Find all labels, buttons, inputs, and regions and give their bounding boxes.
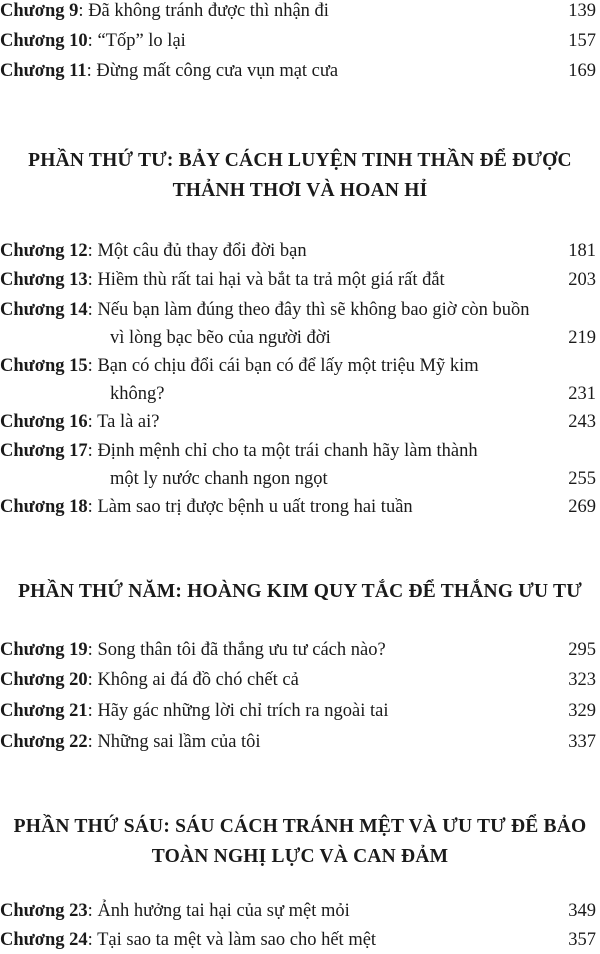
page-number: 139 xyxy=(568,1,596,21)
part-heading xyxy=(0,812,600,872)
chapter-label: Chương 23 xyxy=(0,901,88,921)
toc-entry-title: Chương 21: Hãy gác những lời chỉ trích ra ngoài tai xyxy=(0,701,389,721)
chapter-title: Tại sao ta mệt và làm sao cho hết mệt xyxy=(97,930,377,950)
page-number: 349 xyxy=(568,901,596,921)
toc-entry-title: Chương 15: Bạn có chịu đổi cái bạn có để lấy một triệu Mỹ kim xyxy=(0,356,479,376)
chapter-title: “Tốp” lo lại xyxy=(97,31,186,51)
part-heading-line: PHẦN THỨ NĂM: HOÀNG KIM QUY TẮC ĐỂ THẮNG ƯU TƯ xyxy=(18,581,582,602)
chapter-title-continued: một ly nước chanh ngon ngọt xyxy=(110,469,328,489)
chapter-title: Đừng mất công cưa vụn mạt cưa xyxy=(96,61,339,81)
chapter-title: Ảnh hưởng tai hại của sự mệt mỏi xyxy=(97,901,350,921)
page-number: 157 xyxy=(568,31,596,51)
page-number: 269 xyxy=(568,497,596,517)
chapter-label: Chương 22 xyxy=(0,732,88,752)
chapter-label: Chương 11 xyxy=(0,61,87,81)
page-number: 323 xyxy=(568,670,596,690)
part-heading-line: TOÀN NGHỊ LỰC VÀ CAN ĐẢM xyxy=(151,846,449,867)
part-heading-line: PHẦN THỨ TƯ: BẢY CÁCH LUYỆN TINH THẦN ĐỂ ĐƯỢC xyxy=(28,150,572,171)
page-number: 357 xyxy=(568,930,596,950)
chapter-label: Chương 17 xyxy=(0,441,88,461)
chapter-label: Chương 12 xyxy=(0,241,88,261)
chapter-label: Chương 13 xyxy=(0,270,88,290)
page-number: 329 xyxy=(568,701,596,721)
chapter-title: Làm sao trị được bệnh u uất trong hai tuần xyxy=(97,497,413,517)
page-number: 169 xyxy=(568,61,596,81)
chapter-title-continued: vì lòng bạc bẽo của người đời xyxy=(110,328,331,348)
toc-entry-title: Chương 9: Đã không tránh được thì nhận đi xyxy=(0,1,329,21)
chapter-title: Hiềm thù rất tai hại và bắt ta trả một giá rất đắt xyxy=(97,270,445,290)
toc-entry-title: Chương 10: “Tốp” lo lại xyxy=(0,31,186,51)
page-number: 219 xyxy=(568,328,596,348)
toc-entry-title: Chương 24: Tại sao ta mệt và làm sao cho hết mệt xyxy=(0,930,377,950)
page-number: 295 xyxy=(568,640,596,660)
chapter-label: Chương 19 xyxy=(0,640,88,660)
part-heading-line: THẢNH THƠI VÀ HOAN HỈ xyxy=(172,180,428,201)
chapter-label: Chương 15 xyxy=(0,356,88,376)
part-heading xyxy=(0,577,600,607)
chapter-title: Nếu bạn làm đúng theo đây thì sẽ không bao giờ còn buồn xyxy=(97,300,530,320)
chapter-title: Song thân tôi đã thắng ưu tư cách nào? xyxy=(97,640,386,660)
chapter-label: Chương 18 xyxy=(0,497,88,517)
page-number: 243 xyxy=(568,412,596,432)
page-number: 337 xyxy=(568,732,596,752)
toc-entry-title: Chương 18: Làm sao trị được bệnh u uất trong hai tuần xyxy=(0,497,413,517)
toc-entry-title: Chương 14: Nếu bạn làm đúng theo đây thì sẽ không bao giờ còn buồn xyxy=(0,300,530,320)
toc-entry-title: Chương 13: Hiềm thù rất tai hại và bắt ta trả một giá rất đắt xyxy=(0,270,445,290)
toc-entry-title: Chương 20: Không ai đá đồ chó chết cả xyxy=(0,670,299,690)
toc-entry-title: Chương 17: Định mệnh chỉ cho ta một trái chanh hãy làm thành xyxy=(0,441,478,461)
toc-entry-title: Chương 23: Ảnh hưởng tai hại của sự mệt mỏi xyxy=(0,901,350,921)
chapter-label: Chương 20 xyxy=(0,670,88,690)
chapter-label: Chương 10 xyxy=(0,31,88,51)
part-heading xyxy=(0,146,600,206)
toc-entry-title: Chương 22: Những sai lầm của tôi xyxy=(0,732,261,752)
chapter-title: Một câu đủ thay đổi đời bạn xyxy=(97,241,307,261)
chapter-title-continued: không? xyxy=(110,384,165,404)
chapter-label: Chương 21 xyxy=(0,701,88,721)
chapter-title: Không ai đá đồ chó chết cả xyxy=(97,670,299,690)
chapter-label: Chương 16 xyxy=(0,412,88,432)
page-number: 181 xyxy=(568,241,596,261)
toc-entry-title: Chương 12: Một câu đủ thay đổi đời bạn xyxy=(0,241,307,261)
chapter-title: Ta là ai? xyxy=(97,412,160,432)
toc-entry-title: Chương 11: Đừng mất công cưa vụn mạt cưa xyxy=(0,61,339,81)
chapter-label: Chương 24 xyxy=(0,930,88,950)
page-number: 203 xyxy=(568,270,596,290)
part-heading-line: PHẦN THỨ SÁU: SÁU CÁCH TRÁNH MỆT VÀ ƯU TƯ ĐỂ BẢO xyxy=(13,816,587,837)
chapter-title: Những sai lầm của tôi xyxy=(97,732,261,752)
chapter-title: Bạn có chịu đổi cái bạn có để lấy một triệu Mỹ kim xyxy=(97,356,479,376)
chapter-label: Chương 14 xyxy=(0,300,88,320)
page-number: 255 xyxy=(568,469,596,489)
chapter-title: Định mệnh chỉ cho ta một trái chanh hãy làm thành xyxy=(97,441,478,461)
toc-entry-title: Chương 16: Ta là ai? xyxy=(0,412,160,432)
toc-entry-title: Chương 19: Song thân tôi đã thắng ưu tư cách nào? xyxy=(0,640,386,660)
page-number: 231 xyxy=(568,384,596,404)
chapter-title: Đã không tránh được thì nhận đi xyxy=(88,1,329,21)
chapter-title: Hãy gác những lời chỉ trích ra ngoài tai xyxy=(97,701,389,721)
chapter-label: Chương 9 xyxy=(0,1,79,21)
